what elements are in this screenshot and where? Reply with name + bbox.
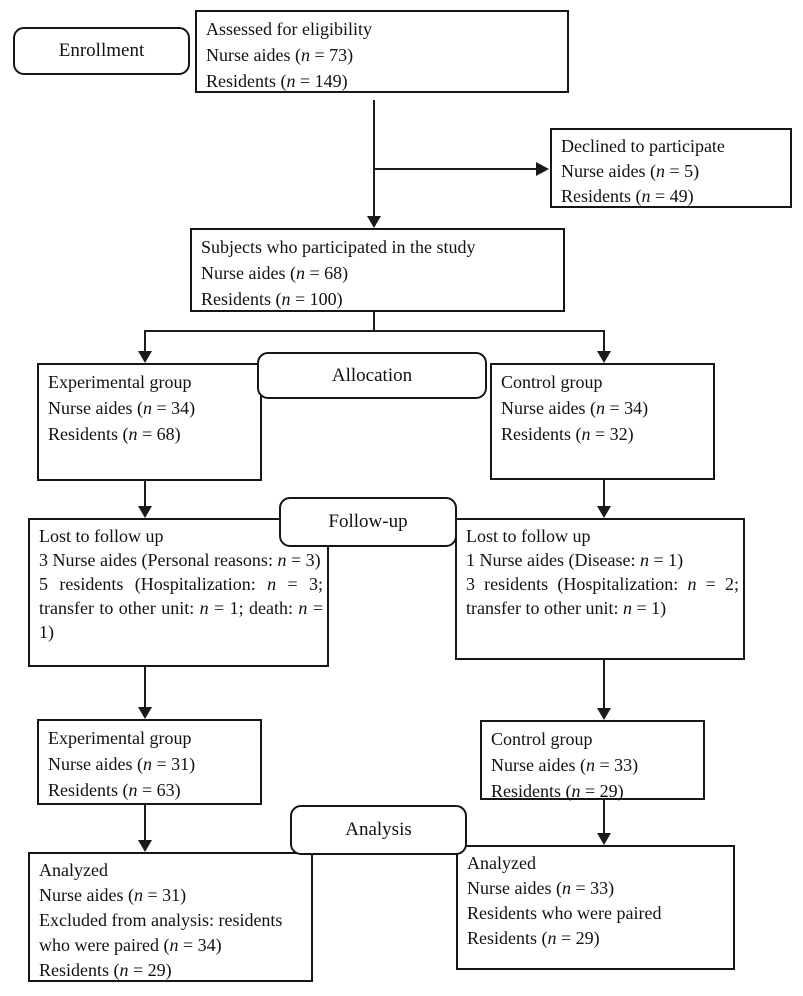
box-text-line: 5 residents (Hospitalization: n = 3; transfer to other unit: n = 1; death: n = 1) <box>39 574 323 642</box>
connector-control-to-lost-arrowhead <box>597 506 611 518</box>
box-analyzed-experimental <box>28 852 313 982</box>
box-text-line: Declined to participate <box>561 136 725 156</box>
connector-lost-to-control-followup-arrowhead <box>597 708 611 720</box>
connector-lost-to-experimental-followup-arrowhead <box>138 707 152 719</box>
connector-lost-to-experimental-followup-line <box>144 667 146 707</box>
stage-label-allocation-text: Allocation <box>331 364 413 386</box>
stage-label-analysis-text: Analysis <box>345 819 412 840</box>
box-text-line: 1 Nurse aides (Disease: n = 1) <box>466 550 684 570</box>
box-text-line: Nurse aides (n = 34) <box>48 398 196 418</box>
box-text-line: 3 Nurse aides (Personal reasons: n = 3) <box>39 550 321 570</box>
box-text-line: Nurse aides (n = 34) <box>501 398 649 418</box>
box-declined-to-participate <box>550 128 792 208</box>
box-text-line: Residents (n = 29) <box>467 928 600 948</box>
connector-split-horizontal-line <box>144 330 605 332</box>
connector-assessed-to-participated-line <box>373 100 375 217</box>
box-text-line: Nurse aides (n = 5) <box>561 161 700 181</box>
connector-lost-to-control-followup-line <box>603 660 605 708</box>
box-text-line: Residents (n = 29) <box>39 960 172 980</box>
box-analyzed-control <box>456 845 735 970</box>
connector-split-to-experimental-line <box>144 330 146 351</box>
connector-control-to-lost-line <box>603 480 605 506</box>
box-text-line: Nurse aides (n = 31) <box>48 754 196 774</box>
box-text-line: Lost to follow up <box>39 526 164 546</box>
connector-experimental-to-analyzed-arrowhead <box>138 840 152 852</box>
box-text-line: Residents (n = 49) <box>561 186 694 206</box>
stage-label-followup <box>279 497 457 547</box>
box-experimental-group-followup <box>37 719 262 805</box>
box-text-line: Experimental group <box>48 728 192 748</box>
box-text-line: Nurse aides (n = 33) <box>491 755 639 775</box>
box-text-line: Residents (n = 149) <box>206 71 348 91</box>
box-text-line: Nurse aides (n = 73) <box>206 45 354 65</box>
connector-control-to-analyzed-arrowhead <box>597 833 611 845</box>
box-text-line: Residents (n = 68) <box>48 424 181 444</box>
box-assessed-for-eligibility <box>195 10 569 93</box>
connector-participated-stub-line <box>373 312 375 332</box>
box-text-line: Control group <box>501 372 603 392</box>
box-text-line: Residents (n = 100) <box>201 289 343 309</box>
connector-experimental-to-lost-line <box>144 481 146 506</box>
connector-experimental-to-analyzed-line <box>144 805 146 840</box>
stage-label-enrollment-text: Enrollment <box>58 40 145 61</box>
box-text-line: Assessed for eligibility <box>206 19 372 39</box>
connector-control-to-analyzed-line <box>603 800 605 833</box>
box-experimental-group-allocated <box>37 363 262 481</box>
connector-branch-to-declined-arrowhead <box>536 162 549 176</box>
stage-label-enrollment <box>13 27 190 75</box>
connector-split-to-control-line <box>603 330 605 351</box>
box-control-group-allocated <box>490 363 715 480</box>
box-text-line: Analyzed <box>467 853 536 873</box>
box-text-line: Nurse aides (n = 33) <box>467 878 615 898</box>
box-text-line: Residents (n = 63) <box>48 780 181 800</box>
stage-label-analysis <box>290 805 467 855</box>
connector-branch-to-declined-line <box>374 168 536 170</box>
box-text-line: Nurse aides (n = 68) <box>201 263 349 283</box>
connector-split-to-experimental-arrowhead <box>138 351 152 363</box>
connector-assessed-to-participated-arrowhead <box>367 216 381 228</box>
stage-label-followup-text: Follow-up <box>328 511 408 532</box>
box-text-line: Excluded from analysis: residents who were paired (n = 34) <box>39 910 283 955</box>
box-text-line: 3 residents (Hospitalization: n = 2; transfer to other unit: n = 1) <box>466 574 739 618</box>
box-control-group-followup <box>480 720 705 800</box>
box-text-line: Residents (n = 29) <box>491 781 624 801</box>
stage-label-allocation <box>257 352 487 399</box>
box-text-line: Analyzed <box>39 860 108 880</box>
box-text-line: Control group <box>491 729 593 749</box>
box-text-line: Lost to follow up <box>466 526 591 546</box>
box-text-line: Residents who were paired <box>467 903 662 923</box>
box-subjects-participated <box>190 228 565 312</box>
box-text-line: Experimental group <box>48 372 192 392</box>
connector-experimental-to-lost-arrowhead <box>138 506 152 518</box>
connector-split-to-control-arrowhead <box>597 351 611 363</box>
box-lost-to-followup-control <box>455 518 745 660</box>
box-text-line: Residents (n = 32) <box>501 424 634 444</box>
box-text-line: Subjects who participated in the study <box>201 237 476 257</box>
box-text-line: Nurse aides (n = 31) <box>39 885 187 905</box>
